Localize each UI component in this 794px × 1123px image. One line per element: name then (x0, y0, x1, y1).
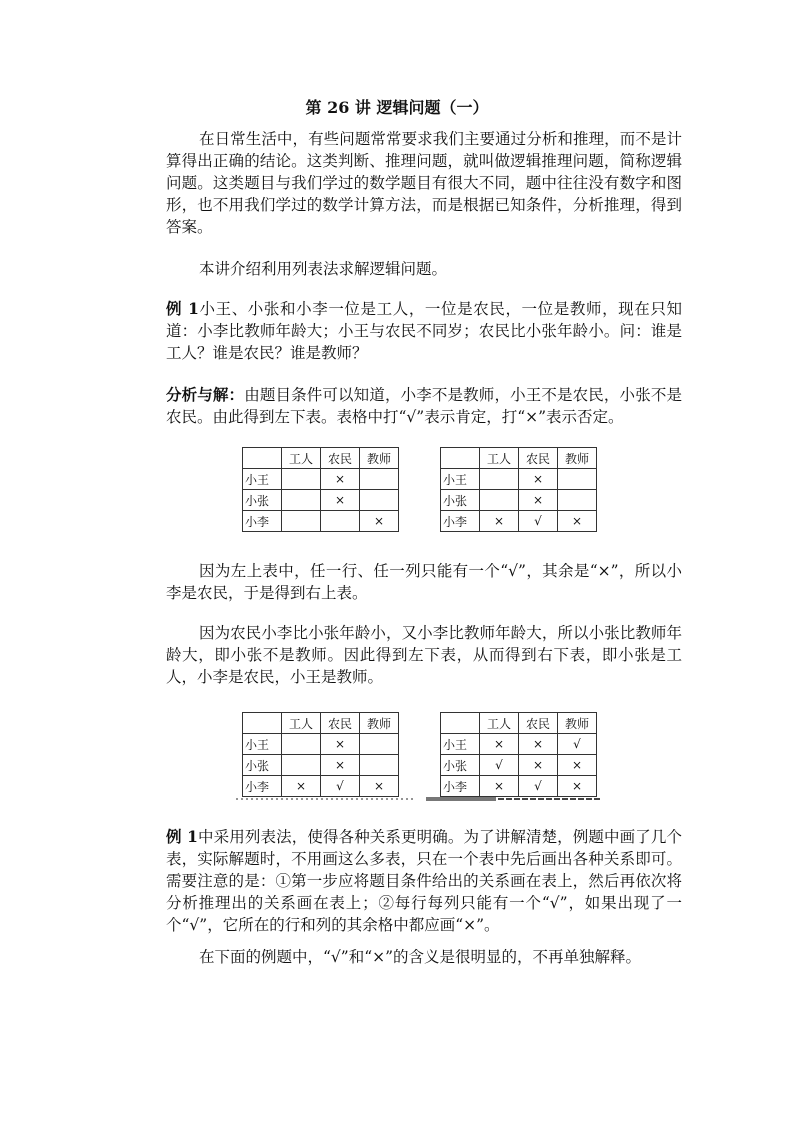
row-header: 小张 (243, 755, 282, 776)
row-header: 小李 (243, 776, 282, 797)
table-left-top (242, 447, 399, 532)
table-cell: √ (321, 776, 360, 797)
column-header: 工人 (282, 713, 321, 734)
table-cell: × (519, 469, 558, 490)
summary-text: 中采用列表法，使得各种关系更明确。为了讲解清楚，例题中画了几个表，实际解题时，不用画这么多表，只在一个表中先后画出各种关系即可。需要注意的是：①第一步应将题目条件给出的关系画在表上，然后再依次将分析推理出的关系画在表上；②每行每列只能有一个“√”，如果出现了一个“√”，它所在的行和列的其余格中都应画“×”。 (166, 828, 682, 934)
table-header-row (441, 713, 597, 734)
table-cell: × (321, 755, 360, 776)
table-cell (321, 511, 360, 532)
analysis-paragraph (166, 384, 682, 428)
table-row (441, 469, 597, 490)
table-row (441, 734, 597, 755)
table-row (243, 490, 399, 511)
table-cell: × (480, 734, 519, 755)
table-cell (360, 755, 399, 776)
table-cell: × (282, 776, 321, 797)
row-header: 小李 (441, 511, 480, 532)
table-cell: × (321, 734, 360, 755)
table-cell: × (480, 776, 519, 797)
table-cell (558, 490, 597, 511)
table-cell: × (519, 490, 558, 511)
table-cell: × (558, 511, 597, 532)
table-cell: × (321, 490, 360, 511)
analysis-text: 由题目条件可以知道，小李不是教师，小王不是农民，小张不是农民。由此得到左下表。表格中打“√”表示肯定，打“×”表示否定。 (166, 386, 682, 426)
table-left-bottom (242, 712, 399, 797)
column-header: 教师 (360, 448, 399, 469)
table-cell (360, 734, 399, 755)
closing-paragraph: 在下面的例题中，“√”和“×”的含义是很明显的，不再单独解释。 (199, 948, 642, 966)
table-cell: × (558, 776, 597, 797)
table-header-row (243, 713, 399, 734)
table-cell (360, 490, 399, 511)
table-cell: × (519, 734, 558, 755)
table-cell: × (558, 755, 597, 776)
row-header: 小王 (243, 734, 282, 755)
table-cell: √ (519, 776, 558, 797)
column-header: 教师 (558, 448, 597, 469)
column-header: 农民 (321, 713, 360, 734)
table-cell (282, 734, 321, 755)
table-cell (282, 490, 321, 511)
corner-cell (243, 713, 282, 734)
table-cell (558, 469, 597, 490)
table-right-bottom (440, 712, 597, 797)
table-cell: × (360, 776, 399, 797)
row-header: 小王 (441, 734, 480, 755)
table-header-row (243, 448, 399, 469)
corner-cell (441, 713, 480, 734)
table-cell: × (360, 511, 399, 532)
row-header: 小张 (441, 755, 480, 776)
table-row (243, 511, 399, 532)
column-header: 工人 (282, 448, 321, 469)
table-cell: √ (480, 755, 519, 776)
table-row (441, 755, 597, 776)
row-header: 小张 (441, 490, 480, 511)
example1-paragraph (166, 298, 682, 364)
table-cell: × (321, 469, 360, 490)
row-header: 小张 (243, 490, 282, 511)
table-cell (480, 469, 519, 490)
table-cell: × (480, 511, 519, 532)
row-header: 小李 (243, 511, 282, 532)
summary-label: 例 1 (166, 827, 198, 846)
table-cell (480, 490, 519, 511)
reason2-paragraph: 因为农民小李比小张年龄小，又小李比教师年龄大，所以小张比教师年龄大，即小张不是教师。因此得到左下表，从而得到右下表，即小张是工人，小李是农民，小王是教师。 (166, 624, 682, 686)
table-cell (360, 469, 399, 490)
analysis-label: 分析与解： (166, 385, 245, 404)
corner-cell (441, 448, 480, 469)
page-title: 第 26 讲 逻辑问题（一） (305, 98, 489, 117)
row-header: 小王 (243, 469, 282, 490)
table-row (243, 776, 399, 797)
table-cell (282, 755, 321, 776)
table-row (243, 469, 399, 490)
example1-text: 小王、小张和小李一位是工人，一位是农民，一位是教师，现在只知道：小李比教师年龄大；小王与农民不同岁；农民比小张年龄小。问：谁是工人？谁是农民？谁是教师？ (166, 300, 682, 362)
example1-label: 例 1 (166, 299, 199, 318)
column-header: 农民 (519, 448, 558, 469)
table-cell: √ (519, 511, 558, 532)
summary-paragraph (166, 826, 682, 936)
reason1-paragraph: 因为左上表中，任一行、任一列只能有一个“√”，其余是“×”，所以小李是农民，于是得到右上表。 (166, 562, 682, 602)
column-header: 工人 (480, 713, 519, 734)
column-header: 农民 (321, 448, 360, 469)
table-row (243, 734, 399, 755)
scan-artifact (236, 796, 602, 802)
row-header: 小王 (441, 469, 480, 490)
table-cell: × (519, 755, 558, 776)
method-paragraph: 本讲介绍利用列表法求解逻辑问题。 (199, 260, 448, 278)
table-row (441, 490, 597, 511)
column-header: 教师 (558, 713, 597, 734)
column-header: 农民 (519, 713, 558, 734)
column-header: 工人 (480, 448, 519, 469)
table-cell (282, 511, 321, 532)
table-row (243, 755, 399, 776)
table-row (441, 776, 597, 797)
table-row (441, 511, 597, 532)
table-cell (282, 469, 321, 490)
intro-paragraph: 在日常生活中，有些问题常常要求我们主要通过分析和推理，而不是计算得出正确的结论。这类判断、推理问题，就叫做逻辑推理问题，简称逻辑问题。这类题目与我们学过的数学题目有很大不同，题中往往没有数字和图形，也不用我们学过的数学计算方法，而是根据已知条件，分析推理，得到答案。 (166, 130, 682, 236)
table-right-top (440, 447, 597, 532)
column-header: 教师 (360, 713, 399, 734)
row-header: 小李 (441, 776, 480, 797)
table-header-row (441, 448, 597, 469)
corner-cell (243, 448, 282, 469)
table-cell: √ (558, 734, 597, 755)
